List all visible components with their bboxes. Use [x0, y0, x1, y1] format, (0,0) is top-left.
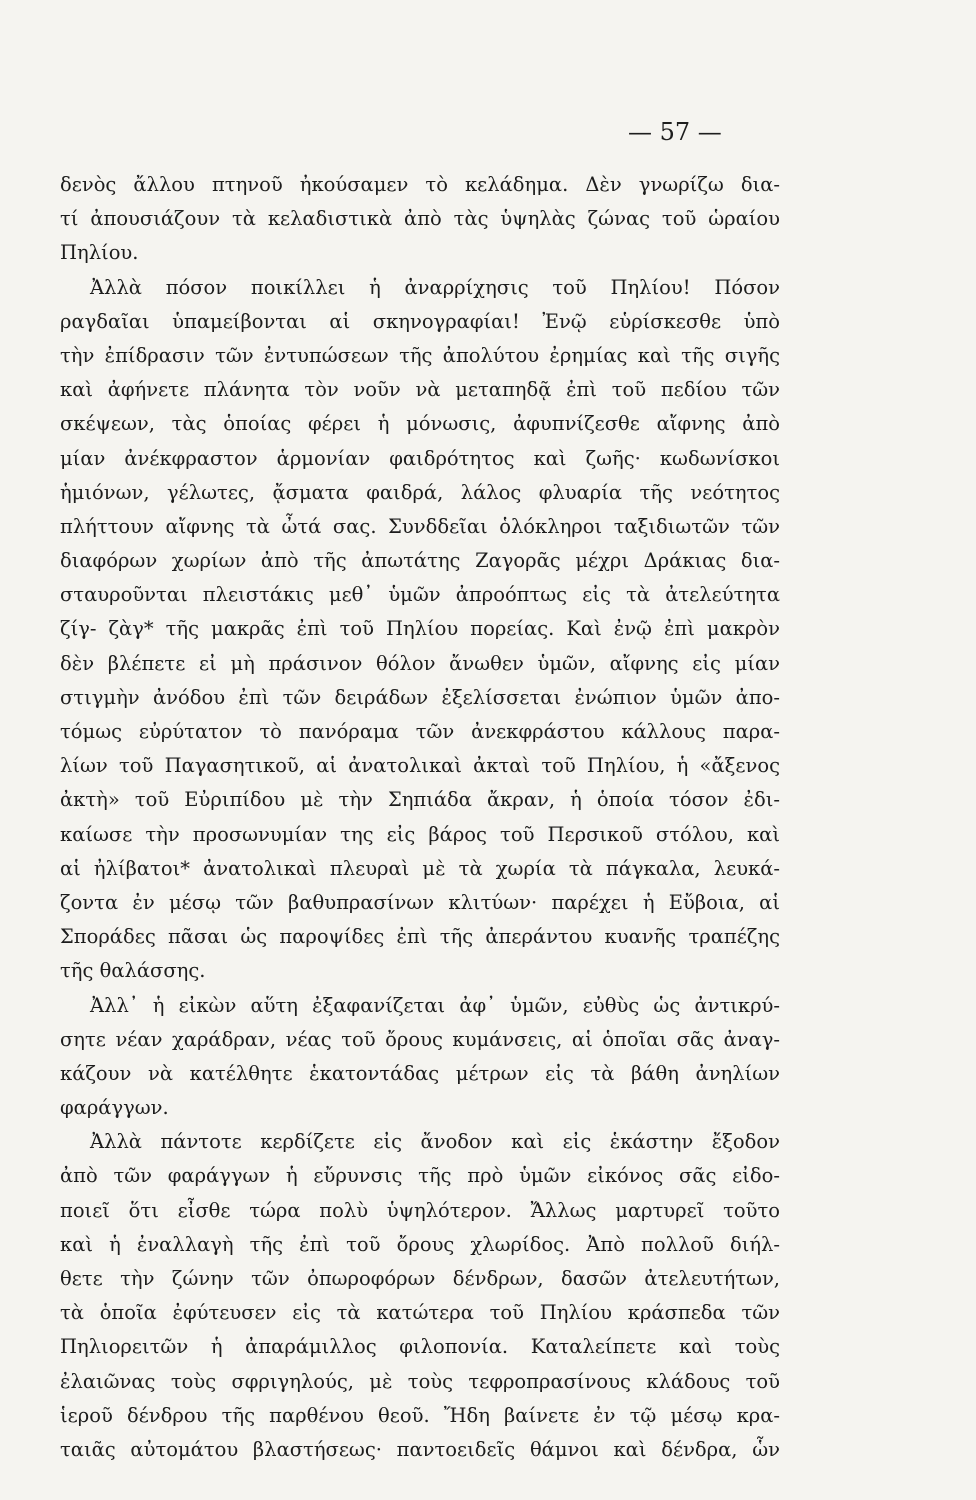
text-line: πλήττουν αἴφνης τὰ ὦτά σας. Συνδδεῖαι ὁλόκληροι ταξιδιωτῶν τῶν	[60, 514, 780, 538]
text-line: διαφόρων χωρίων ἀπὸ τῆς ἀπωτάτης Ζαγορᾶς μέχρι Δράκιας δια-	[60, 549, 780, 573]
text-line: δὲν βλέπετε εἰ μὴ πράσινον θόλον ἄνωθεν ὑμῶν, αἴφνης εἰς μίαν	[60, 651, 780, 675]
text-line: ραγδαῖαι ὑπαμείβονται αἱ σκηνογραφίαι! Ἐνῷ εὑρίσκεσθε ὑπὸ	[60, 309, 780, 333]
text-line: ἡμιόνων, γέλωτες, ᾄσματα φαιδρά, λάλος φλυαρία τῆς νεότητος	[60, 480, 780, 504]
text-line: τόμως εὐρύτατον τὸ πανόραμα τῶν ἀνεκφράστου κάλλους παρα-	[60, 720, 780, 743]
text-line: καίωσε τὴν προσωνυμίαν της εἰς βάρος τοῦ Περσικοῦ στόλου, καὶ	[60, 822, 780, 846]
text-line: καὶ ἀφήνετε πλάνητα τὸν νοῦν νὰ μεταπηδᾷ ἐπὶ τοῦ πεδίου τῶν	[60, 378, 780, 402]
body-text	[60, 168, 780, 1467]
text-line: Πηλιορειτῶν ἡ ἀπαράμιλλος φιλοπονία. Καταλείπετε καὶ τοὺς	[60, 1335, 780, 1359]
text-line: κάζουν νὰ κατέλθητε ἑκατοντάδας μέτρων εἰς τὰ βάθη ἀνηλίων	[60, 1061, 780, 1085]
text-line: Ἀλλ᾽ ἡ εἰκὼν αὕτη ἐξαφανίζεται ἀφ᾽ ὑμῶν, εὐθὺς ὡς ἀντικρύ-	[90, 993, 780, 1017]
text-line: δενὸς ἄλλου πτηνοῦ ἠκούσαμεν τὸ κελάδημα. Δὲν γνωρίζω δια-	[60, 173, 780, 196]
text-line: φαράγγων.	[60, 1096, 169, 1120]
text-line: σταυροῦνται πλειστάκις μεθ᾽ ὑμῶν ἀπροόπτως εἰς τὰ ἀτελεύτητα	[60, 583, 780, 607]
text-line: μίαν ἀνέκφραστον ἁρμονίαν φαιδρότητος καὶ ζωῆς· κωδωνίσκοι	[60, 446, 780, 470]
text-line: τί ἀπουσιάζουν τὰ κελαδιστικὰ ἀπὸ τὰς ὑψηλὰς ζώνας τοῦ ὡραίου	[60, 207, 780, 231]
text-line: ταιᾶς αὐτομάτου βλαστήσεως· παντοειδεῖς θάμνοι καὶ δένδρα, ὧν	[60, 1437, 780, 1461]
text-line: Πηλίου.	[60, 241, 139, 265]
text-line: ἱεροῦ δένδρου τῆς παρθένου θεοῦ. Ἤδη βαίνετε ἐν τῷ μέσῳ κρα-	[60, 1403, 780, 1427]
text-line: Ἀλλὰ πόσον ποικίλλει ἡ ἀναρρίχησις τοῦ Πηλίου! Πόσον	[90, 275, 780, 299]
text-line: τὴν ἐπίδρασιν τῶν ἐντυπώσεων τῆς ἀπολύτου ἐρημίας καὶ τῆς σιγῆς	[60, 343, 780, 367]
text-line: ἐλαιῶνας τοὺς σφριγηλούς, μὲ τοὺς τεφροπρασίνους κλάδους τοῦ	[60, 1369, 780, 1393]
text-line: Σποράδες πᾶσαι ὡς παροψίδες ἐπὶ τῆς ἀπεράντου κυανῆς τραπέζης	[60, 925, 780, 949]
text-line: λίων τοῦ Παγασητικοῦ, αἱ ἀνατολικαὶ ἀκταὶ τοῦ Πηλίου, ἡ «ἄξενος	[60, 754, 780, 778]
text-line: σκέψεων, τὰς ὁποίας φέρει ἡ μόνωσις, ἀφυπνίζεσθε αἴφνης ἀπὸ	[60, 412, 780, 436]
text-line: ποιεῖ ὅτι εἶσθε τώρα πολὺ ὑψηλότερον. Ἄλλως μαρτυρεῖ τοῦτο	[60, 1198, 780, 1222]
text-line: ζίγ- ζὰγ* τῆς μακρᾶς ἐπὶ τοῦ Πηλίου πορείας. Καὶ ἐνῷ ἐπὶ μακρὸν	[60, 617, 780, 641]
text-line: σητε νέαν χαράδραν, νέας τοῦ ὄρους κυμάνσεις, αἱ ὁποῖαι σᾶς ἀναγ-	[60, 1027, 780, 1051]
text-line: καὶ ἡ ἐναλλαγὴ τῆς ἐπὶ τοῦ ὄρους χλωρίδος. Ἀπὸ πολλοῦ διήλ-	[60, 1232, 780, 1256]
text-line: ἀπὸ τῶν φαράγγων ἡ εὔρυνσις τῆς πρὸ ὑμῶν εἰκόνος σᾶς εἰδο-	[60, 1164, 780, 1188]
page-number: — 57 —	[628, 118, 722, 146]
text-line: Ἀλλὰ πάντοτε κερδίζετε εἰς ἄνοδον καὶ εἰς ἑκάστην ἔξοδον	[90, 1130, 780, 1154]
text-line: τὰ ὁποῖα ἐφύτευσεν εἰς τὰ κατώτερα τοῦ Πηλίου κράσπεδα τῶν	[60, 1301, 780, 1325]
text-line: τῆς θαλάσσης.	[60, 959, 206, 983]
text-line: στιγμὴν ἀνόδου ἐπὶ τῶν δειράδων ἐξελίσσεται ἐνώπιον ὑμῶν ἀπο-	[60, 685, 780, 709]
text-line: ἀκτὴ» τοῦ Εὐριπίδου μὲ τὴν Σηπιάδα ἄκραν, ἡ ὁποία τόσον ἐδι-	[60, 788, 780, 812]
text-line: αἱ ἠλίβατοι* ἀνατολικαὶ πλευραὶ μὲ τὰ χωρία τὰ πάγκαλα, λευκά-	[60, 856, 780, 880]
text-line: θετε τὴν ζώνην τῶν ὀπωροφόρων δένδρων, δασῶν ἀτελευτήτων,	[60, 1267, 780, 1290]
text-line: ζοντα ἐν μέσῳ τῶν βαθυπρασίνων κλιτύων· παρέχει ἡ Εὔβοια, αἱ	[60, 890, 780, 914]
